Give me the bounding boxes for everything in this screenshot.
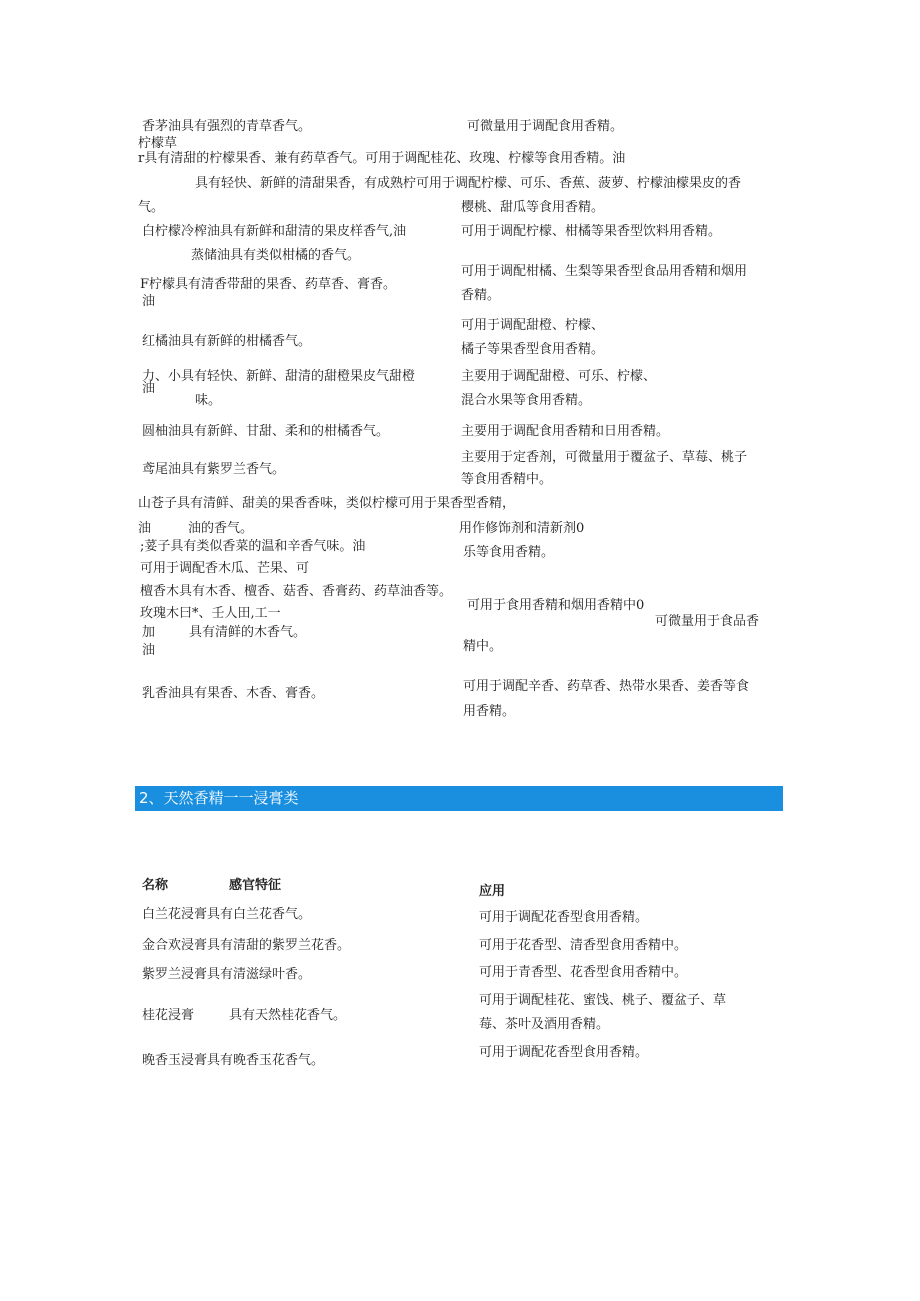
text-line: 红橘油具有新鲜的柑橘香气。 (142, 334, 312, 349)
text-line: r具有清甜的柠檬果香、兼有药草香气。可用于调配桂花、玫瑰、柠檬等食用香精。油 (138, 151, 626, 166)
text-line: 主要用于调配食用香精和日用香精。 (461, 424, 670, 439)
text-line: 莓、茶叶及酒用香精。 (479, 1017, 610, 1032)
text-line: 可用于调配香木瓜、芒果、可 (140, 561, 310, 576)
section-title-banner: 2、天然香精一一浸膏类 (135, 786, 783, 811)
text-line: 可用于调配花香型食用香精。 (479, 910, 649, 925)
text-line: 主要用于定香剂，可微量用于覆盆子、草莓、桃子 (461, 450, 748, 465)
text-line: 用作修饰剂和清新剂0 (459, 521, 585, 536)
text-line: 鸢尾油具有紫罗兰香气。 (142, 462, 286, 477)
column-header-name: 名称 (142, 878, 169, 893)
text-line: 油 (142, 381, 156, 396)
text-line: 油 (142, 294, 156, 309)
text-line: 油 (142, 643, 156, 658)
text-line: 精中。 (463, 639, 503, 654)
text-line: 气。 (138, 200, 165, 215)
text-line: 可用于青香型、花香型食用香精中。 (479, 965, 688, 980)
text-line: 圆柚油具有新鲜、甘甜、柔和的柑橘香气。 (142, 424, 390, 439)
text-line: 具有天然桂花香气。 (229, 1008, 347, 1023)
text-line: 紫罗兰浸膏具有清滋绿叶香。 (142, 967, 312, 982)
text-line: 具有清鲜的木香气。 (189, 625, 307, 640)
text-line: 柠檬草 (138, 136, 178, 151)
text-line: 橘子等果香型食用香精。 (461, 342, 605, 357)
text-line: 油的香气。 (188, 521, 254, 536)
text-line: 可用于调配柠檬、柑橘等果香型饮料用香精。 (461, 224, 722, 239)
text-line: 蒸储油具有类似柑橘的香气。 (191, 248, 361, 263)
text-line: F柠檬具有清香带甜的果香、药草香、膏香。 (140, 277, 397, 292)
text-line: 白兰花浸膏具有白兰花香气。 (142, 907, 312, 922)
text-line: 可用于调配桂花、蜜饯、桃子、覆盆子、草 (479, 993, 727, 1008)
text-line: 白柠檬冷榨油具有新鲜和甜清的果皮样香气,油 (142, 224, 407, 239)
text-line: 可微量用于调配食用香精。 (467, 119, 624, 134)
text-line: 油 (138, 521, 152, 536)
text-line: 山苍子具有清鲜、甜美的果香香味，类似柠檬可用于果香型香精， (138, 496, 516, 511)
text-line: 檀香木具有木香、檀香、菇香、香膏药、药草油香等。 (140, 584, 453, 599)
text-line: 可用于花香型、清香型食用香精中。 (479, 938, 688, 953)
text-line: 可用于食用香精和烟用香精中0 (467, 598, 645, 613)
text-line: 力、小具有轻快、新鲜、甜清的甜橙果皮气甜橙 (142, 369, 416, 384)
text-line: 桂花浸膏 (142, 1008, 195, 1023)
text-line: 主要用于调配甜橙、可乐、柠檬、 (461, 369, 657, 384)
text-line: 可用于调配柑橘、生梨等果香型食品用香精和烟用 (461, 264, 748, 279)
column-header-application: 应用 (479, 884, 506, 899)
text-line: 用香精。 (463, 704, 516, 719)
text-line: 可用于调配花香型食用香精。 (479, 1045, 649, 1060)
text-line: 香精。 (461, 288, 501, 303)
text-line: 乳香油具有果香、木香、膏香。 (142, 686, 325, 701)
text-line: 乐等食用香精。 (463, 545, 555, 560)
text-line: 加 (142, 625, 156, 640)
text-line: 樱桃、甜瓜等食用香精。 (461, 200, 605, 215)
text-line: ;荽子具有类似香菜的温和辛香气味。油 (140, 539, 366, 554)
text-line: 味。 (195, 393, 222, 408)
text-line: 可用于调配辛香、药草香、热带水果香、姜香等食 (463, 679, 750, 694)
text-line: 混合水果等食用香精。 (461, 393, 592, 408)
text-line: 可用于调配甜橙、柠檬、 (461, 318, 605, 333)
text-line: 等食用香精中。 (461, 472, 553, 487)
text-line: 可微量用于食品香 (655, 614, 760, 629)
text-line: 金合欢浸膏具有清甜的紫罗兰花香。 (142, 938, 351, 953)
text-line: 晚香玉浸膏具有晚香玉花香气。 (142, 1053, 325, 1068)
text-line: 玫瑰木曰*、壬人田,工一 (140, 606, 281, 621)
column-header-feature: 感官特征 (229, 878, 282, 893)
text-line: 具有轻快、新鲜的清甜果香，有成熟柠可用于调配柠檬、可乐、香蕉、菠萝、柠檬油檬果皮的香 (195, 176, 742, 191)
text-line: 香茅油具有强烈的青草香气。 (142, 119, 312, 134)
